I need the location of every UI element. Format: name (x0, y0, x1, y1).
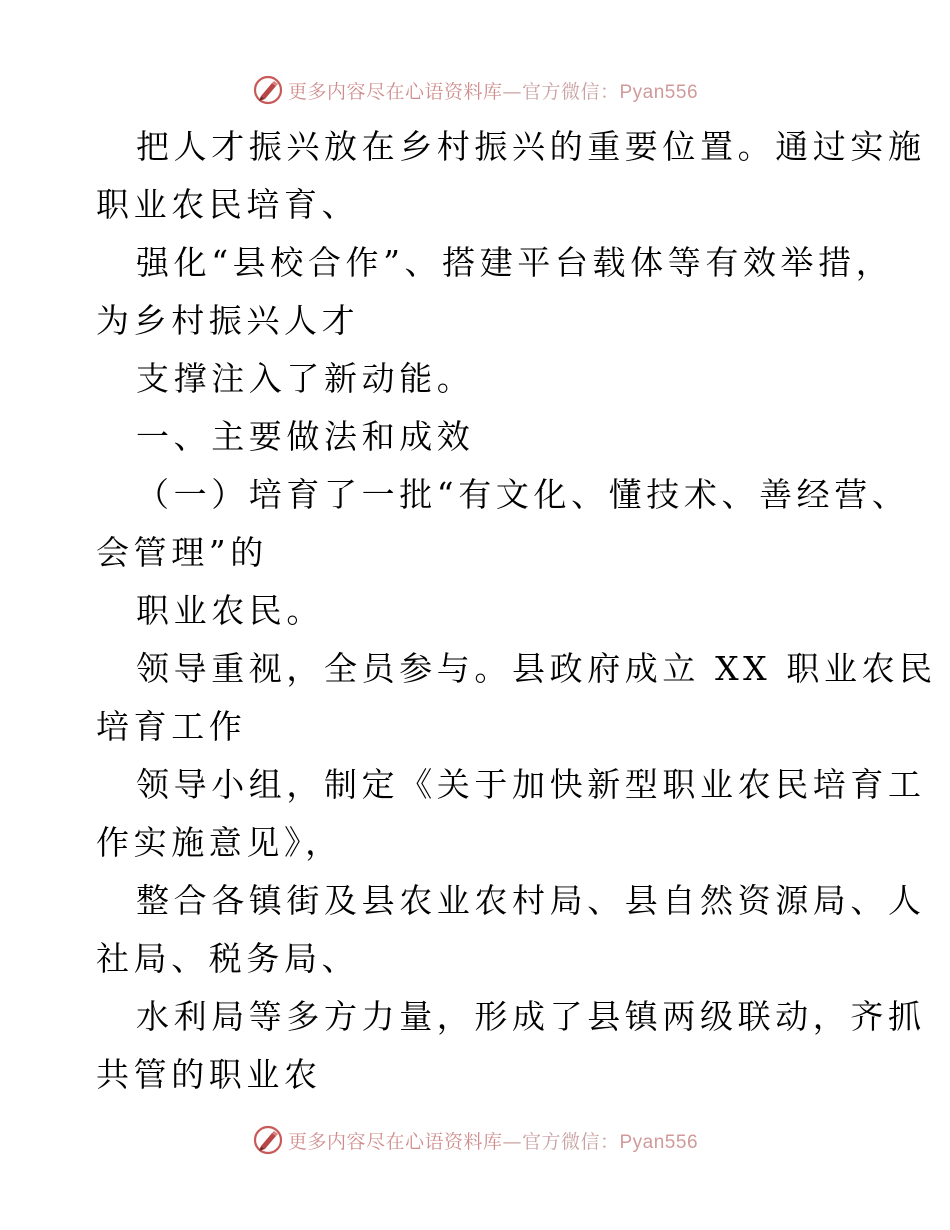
footer-watermark (0, 1120, 950, 1160)
paragraph-line: 会管理”的 (96, 533, 268, 572)
watermark-contact-id: Pyan556 (619, 1131, 699, 1153)
watermark-contact-label: 官方微信： (521, 1130, 620, 1153)
red-pen-seal-icon (252, 74, 284, 106)
watermark-separator: — (502, 80, 522, 103)
paragraph-line: 为乡村振兴人才 (96, 301, 360, 340)
watermark-separator: — (502, 1130, 522, 1153)
document-body (96, 118, 937, 1104)
paragraph-line: 社局、税务局、 (96, 939, 360, 978)
paragraph-line: 共管的职业农 (96, 1055, 322, 1094)
header-watermark-text (288, 77, 698, 104)
paragraph-line: 支撑注入了新动能。 (136, 359, 475, 398)
paragraph-line: 水利局等多方力量，形成了县镇两级联动，齐抓 (136, 997, 926, 1036)
header-watermark (0, 70, 950, 110)
paragraph-line: 培育工作 (96, 707, 247, 746)
paragraph-line: 职业农民培育、 (96, 185, 360, 224)
red-pen-seal-icon (252, 1124, 284, 1156)
watermark-site-text: 更多内容尽在心语资料库 (287, 80, 503, 103)
paragraph-line: 领导重视，全员参与。县政府成立 XX 职业农民 (136, 649, 937, 688)
watermark-site-text: 更多内容尽在心语资料库 (287, 1130, 503, 1153)
section-heading: 一、主要做法和成效 (136, 417, 475, 456)
paragraph-line: 作实施意见》， (96, 823, 343, 862)
watermark-contact-label: 官方微信： (521, 80, 620, 103)
paragraph-line: 整合各镇街及县农业农村局、县自然资源局、人 (136, 881, 926, 920)
header-watermark-inner (252, 74, 698, 106)
paragraph-line: 领导小组，制定《关于加快新型职业农民培育工 (136, 765, 926, 804)
watermark-contact-id: Pyan556 (619, 81, 699, 103)
paragraph-line: 强化“县校合作”、搭建平台载体等有效举措， (136, 243, 894, 282)
footer-watermark-inner (252, 1124, 698, 1156)
footer-watermark-text (288, 1127, 698, 1154)
paragraph-line: 职业农民。 (136, 591, 324, 630)
subsection-heading: （一）培育了一批“有文化、懂技术、善经营、 (136, 475, 910, 514)
paragraph-line: 把人才振兴放在乡村振兴的重要位置。通过实施 (136, 127, 926, 166)
